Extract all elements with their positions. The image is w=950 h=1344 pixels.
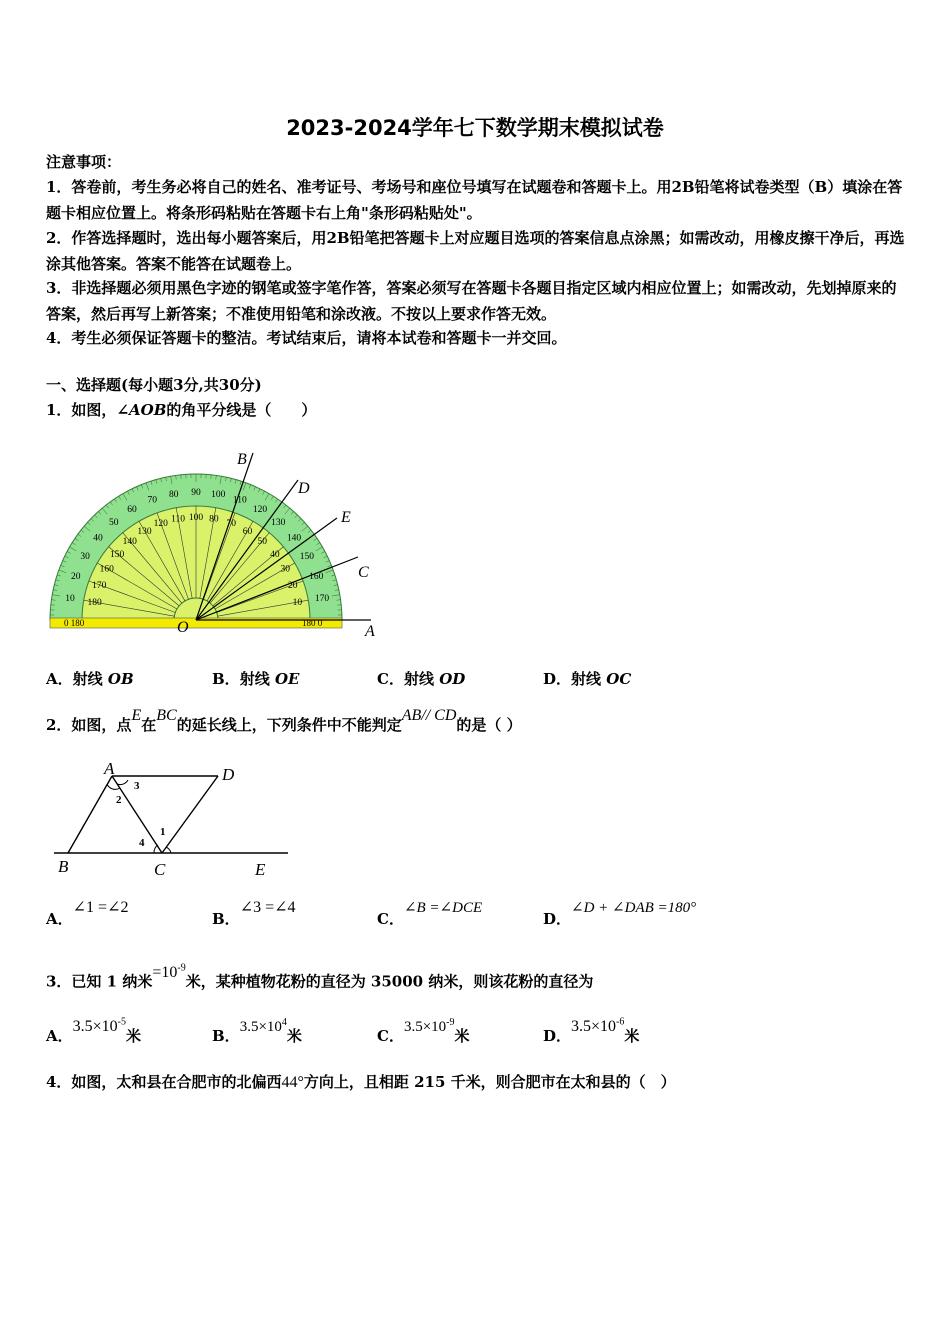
protractor-outer-number: 30 (80, 552, 90, 562)
protractor-inner-number: 130 (137, 526, 152, 537)
protractor-inner-number: 140 (122, 537, 137, 548)
q1-option-a[interactable]: A．射线 OB (46, 670, 134, 688)
protractor-inner-number: 100 (188, 513, 204, 523)
protractor-outer-number: 170 (314, 593, 330, 604)
page-title: 2023-2024学年七下数学期末模拟试卷 (286, 116, 664, 140)
parallelogram-figure (50, 758, 300, 883)
protractor-outer-number: 10 (65, 593, 75, 604)
protractor-outer-number: 60 (127, 505, 137, 516)
fig2-label-b: B (58, 857, 69, 876)
protractor-outer-number: 20 (70, 572, 81, 583)
protractor-left-label: 0 180 (64, 618, 85, 628)
protractor-outer-number: 120 (252, 505, 268, 516)
notice-item-3: 3．非选择题必须用黑色字迹的钢笔或签字笔作答，答案必须写在答题卡各题目指定区域内相应位置上；如需改动，先划掉原来的答案，然后再写上新答案；不准使用铅笔和涂改液。不按以上要求作答无效。 (46, 279, 897, 323)
protractor-inner-number: 170 (92, 580, 107, 591)
q1-option-d[interactable]: D．射线 OC (543, 670, 632, 688)
notice-item-1: 1．答卷前，考生务必将自己的姓名、准考证号、考场号和座位号填写在试题卷和答题卡上。用2B铅笔将试卷类型（B）填涂在答题卡相应位置上。将条形码粘贴在答题卡右上角"条形码粘贴处"。 (46, 178, 903, 222)
protractor-outer-number: 140 (286, 533, 302, 544)
label-a: A (365, 623, 375, 640)
q3-option-c[interactable]: C．$3.5\times 10^{-9}$米 (377, 1017, 470, 1045)
question-1-stem: 1．如图，∠AOB的角平分线是（ ） (46, 401, 317, 419)
q1-option-b[interactable]: B．射线 OE (212, 670, 300, 688)
protractor-inner-number: 30 (280, 564, 290, 575)
label-e: E (341, 509, 351, 526)
fig2-angle-3: 3 (134, 780, 140, 792)
protractor-inner-number: 180 (87, 598, 102, 609)
q2-option-d[interactable]: D．∠D + ∠DAB =180° (543, 900, 697, 928)
protractor-inner-number: 70 (226, 519, 236, 530)
protractor-inner-number: 160 (99, 564, 114, 575)
protractor-inner-number: 110 (171, 514, 186, 525)
fig2-label-d: D (222, 765, 235, 784)
protractor-inner-number: 40 (270, 549, 280, 560)
label-b: B (237, 451, 247, 468)
protractor-figure (40, 440, 400, 650)
fig2-angle-4: 4 (139, 837, 145, 849)
protractor-outer-number: 90 (191, 488, 201, 498)
section-heading: 一、选择题(每小题3分,共30分) (46, 376, 262, 394)
q2-option-c[interactable]: C．∠B =∠DCE (377, 900, 483, 928)
protractor-outer-number: 50 (108, 517, 119, 528)
protractor-outer-number: 80 (169, 489, 179, 500)
q1-option-c[interactable]: C．射线 OD (377, 670, 466, 688)
protractor-right-label: 180 0 (302, 618, 323, 628)
question-2-stem: 2．如图，点E在BC的延长线上，下列条件中不能判定AB// CD的是（ ） (46, 707, 522, 734)
label-c: C (358, 564, 369, 581)
protractor-inner-number: 20 (288, 580, 298, 591)
label-o: O (177, 619, 189, 636)
notice-item-4: 4．考生必须保证答题卡的整洁。考试结束后，请将本试卷和答题卡一并交回。 (46, 329, 567, 347)
protractor-outer-number: 110 (232, 495, 247, 506)
protractor-outer-number: 70 (147, 495, 157, 506)
label-d: D (298, 480, 310, 497)
q2-option-a[interactable]: A．∠1 =∠2 (46, 899, 129, 928)
fig2-angle-2: 2 (116, 794, 122, 806)
notice-item-2: 2．作答选择题时，选出每小题答案后，用2B铅笔把答题卡上对应题目选项的答案信息点涂黑；如需改动，用橡皮擦干净后，再选涂其他答案。答案不能答在试题卷上。 (46, 229, 905, 273)
protractor-inner-number: 80 (209, 514, 219, 525)
fig2-label-a: A (104, 759, 115, 778)
question-3-stem: 3．已知 1 纳米$=10^{-9}$米，某种植物花粉的直径为 35000 纳米，则该花粉的直径为 (46, 963, 594, 991)
notice-heading: 注意事项： (46, 153, 122, 171)
question-4-stem: 4．如图，太和县在合肥市的北偏西44°方向上，且相距 215 千米，则合肥市在太和县的（ ） (46, 1073, 676, 1091)
q3-option-a[interactable]: A．$3.5\times 10^{-5}$米 (46, 1016, 142, 1045)
protractor-outer-number: 100 (211, 489, 226, 500)
protractor-inner-number: 120 (153, 519, 168, 530)
protractor-inner-number: 150 (109, 549, 125, 560)
protractor-outer-number: 40 (93, 533, 103, 544)
protractor-inner-number: 10 (292, 598, 303, 609)
fig2-label-c: C (154, 860, 166, 879)
q3-option-d[interactable]: D．$3.5\times 10^{-6}$米 (543, 1016, 640, 1045)
q3-option-b[interactable]: B．$3.5\times 10^4$米 (212, 1017, 302, 1045)
protractor-outer-number: 150 (299, 552, 314, 562)
protractor-inner-number: 60 (242, 526, 253, 537)
protractor-outer-number: 160 (309, 572, 324, 583)
fig2-label-e: E (255, 860, 266, 879)
q2-option-b[interactable]: B．∠3 =∠4 (212, 899, 296, 928)
protractor-inner-number: 50 (257, 537, 267, 548)
protractor-outer-number: 130 (271, 517, 286, 528)
fig2-angle-1: 1 (160, 826, 166, 838)
